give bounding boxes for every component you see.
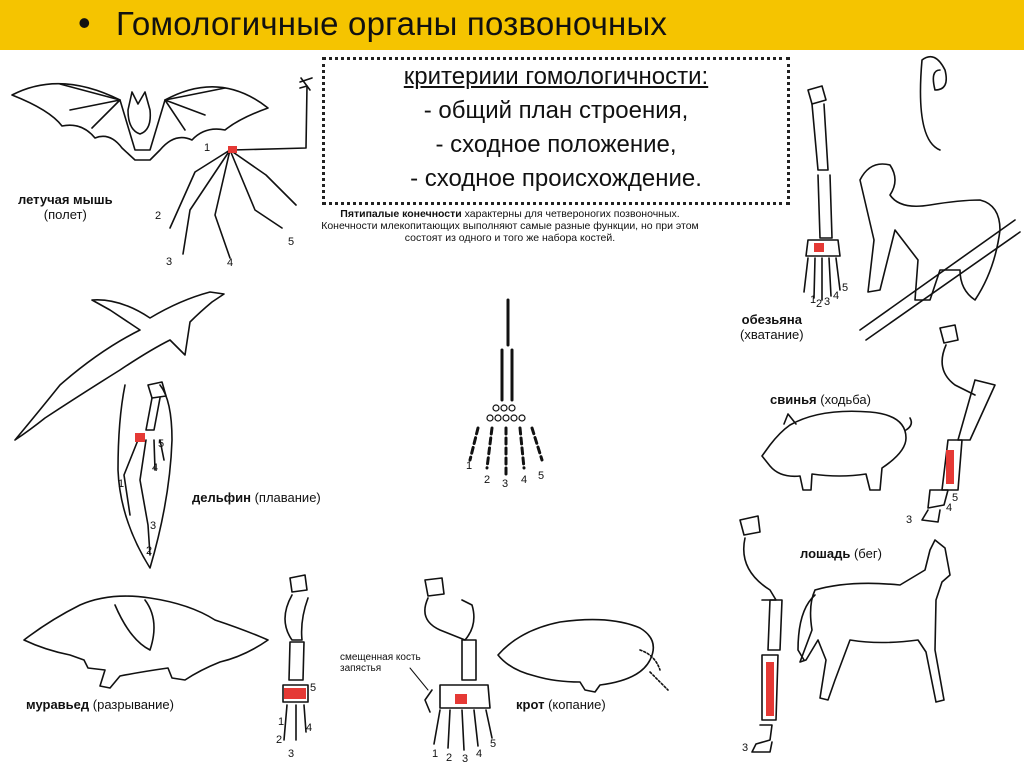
pig-metacarpal-highlight <box>946 450 954 484</box>
digit-number: 3 <box>150 520 157 532</box>
criteria-item: - общий план строения, <box>423 97 689 124</box>
digit-number: 2 <box>484 474 491 486</box>
digit-number: 1 <box>278 716 285 728</box>
digit-number: 5 <box>538 470 545 482</box>
digit-number: 4 <box>521 474 528 486</box>
digit-number: 1 <box>466 460 473 472</box>
monkey-arm-skeleton <box>804 86 840 300</box>
digit-number: 2 <box>446 752 453 764</box>
mole-arm-skeleton <box>425 578 492 750</box>
digit-number: 2 <box>276 734 283 746</box>
criteria-heading: критериии гомологичности: <box>403 63 709 90</box>
digit-number: 3 <box>166 256 173 268</box>
criteria-item: - сходное происхождение. <box>410 165 702 192</box>
digit-number: 5 <box>842 282 849 294</box>
pig-label: свинья (ходьба) <box>770 392 871 407</box>
carpal-circles <box>487 405 525 421</box>
dolphin-flipper-skeleton <box>118 382 172 568</box>
anteater-arm-skeleton <box>283 575 308 740</box>
digit-number: 1 <box>204 142 211 154</box>
digit-number: 4 <box>306 722 313 734</box>
bat-label: летучая мышь (полет) <box>18 192 113 222</box>
digit-number: 5 <box>952 492 959 504</box>
digit-number: 1 <box>432 748 439 760</box>
digit-number: 2 <box>146 545 153 557</box>
page-title: Гомологичные органы позвоночных <box>116 5 668 42</box>
horse-leg-skeleton <box>740 516 782 752</box>
digit-number: 3 <box>742 742 749 754</box>
digit-number: 1 <box>118 478 125 490</box>
digit-number: 4 <box>833 290 840 302</box>
anteater-drawing <box>24 596 268 688</box>
digit-number: 4 <box>152 462 159 474</box>
pig-leg-skeleton <box>922 325 995 522</box>
note-bold: Пятипалые конечности <box>340 208 462 220</box>
anteater-wrist-highlight <box>284 688 306 699</box>
mole-note: смещенная кость запястья <box>340 652 421 674</box>
mole-wrist-highlight <box>455 694 467 704</box>
digit-number: 4 <box>227 257 234 269</box>
digit-number: 5 <box>288 236 295 248</box>
monkey-label: обезьяна (хватание) <box>740 312 804 342</box>
mole-drawing <box>498 620 668 692</box>
horse-metacarpal-highlight <box>766 662 774 716</box>
digit-number: 3 <box>824 296 831 308</box>
digit-number: 3 <box>462 753 469 765</box>
bullet: • <box>78 2 91 43</box>
digit-number: 4 <box>946 502 953 514</box>
digit-number: 2 <box>155 210 162 222</box>
monkey-wrist-highlight <box>814 243 824 252</box>
anteater-label: муравьед (разрывание) <box>26 697 174 712</box>
digit-number: 1 <box>810 294 817 306</box>
dolphin-label: дельфин (плавание) <box>192 490 321 505</box>
pig-drawing <box>762 411 911 490</box>
digit-number: 5 <box>158 438 165 450</box>
digit-number: 3 <box>906 514 913 526</box>
bat-wrist-highlight <box>228 146 237 153</box>
digit-number: 4 <box>476 748 483 760</box>
digit-number: 3 <box>502 478 509 490</box>
horse-drawing <box>798 540 950 702</box>
monkey-drawing <box>860 57 1020 340</box>
mole-label: крот (копание) <box>516 697 606 712</box>
bat-wing-skeleton <box>170 78 312 258</box>
digit-number: 2 <box>816 298 823 310</box>
generalized-limb-diagram <box>470 300 542 474</box>
digit-number: 5 <box>490 738 497 750</box>
note-text: характерны для четвероногих позвоночных. Конечности млекопитающих выполняют самые разные функции, но при этом состоят из одного и того же набора костей. <box>321 208 699 244</box>
dolphin-wrist-highlight <box>135 433 145 442</box>
digit-number: 3 <box>288 748 295 760</box>
criteria-item: - сходное положение, <box>435 131 677 158</box>
digit-number: 5 <box>310 682 317 694</box>
horse-label: лошадь (бег) <box>800 546 882 561</box>
